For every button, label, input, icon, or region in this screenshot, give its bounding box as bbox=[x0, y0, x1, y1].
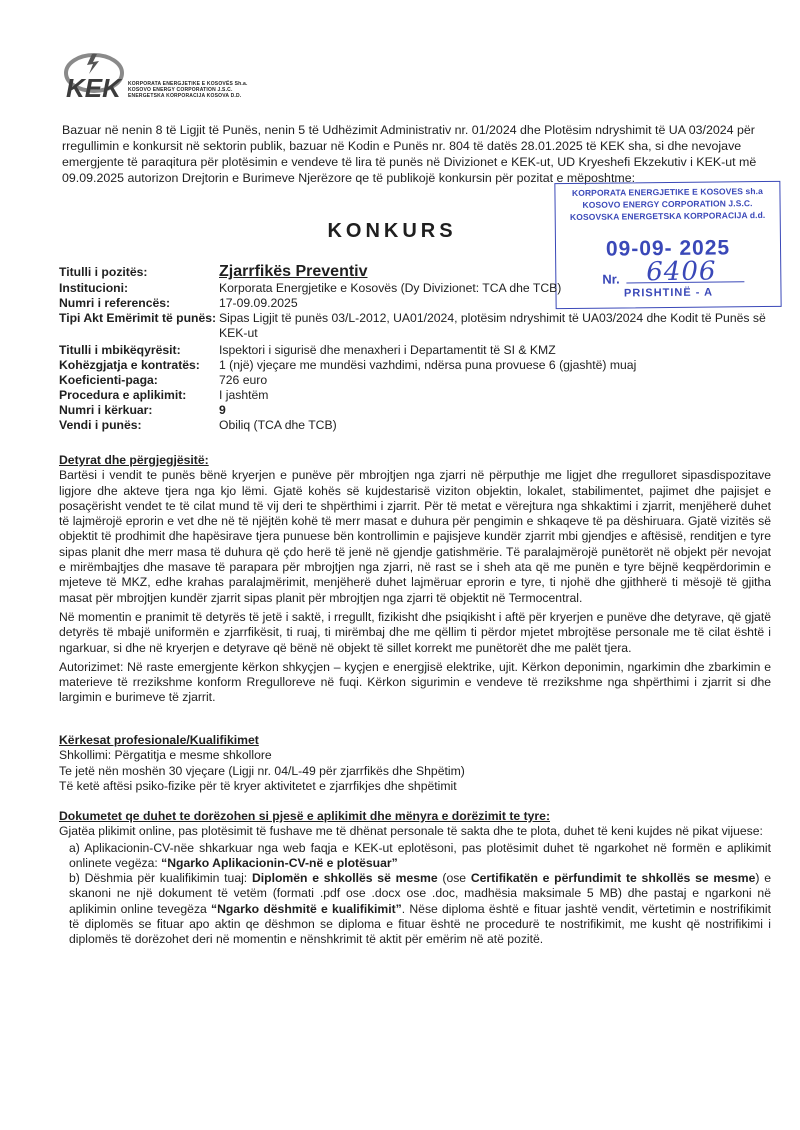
info-row-reference bbox=[59, 296, 779, 311]
document-item-a bbox=[59, 841, 771, 872]
document-item-text: . Nëse diploma është e fituar jashtë vendit, vërtetimin e nostrifikimit të diplomës se fituar apo aktin qe dëshmon se diploma e fituar është ne procedurë te nostrifikimit, me kusht që nostrifikimi i diplomës të dorëzohet deri në momentin e nënshkrimit të aktit për emërim në atë pozitë. bbox=[69, 901, 772, 947]
info-value: Obiliq (TCA dhe TCB) bbox=[219, 418, 337, 432]
info-label: Institucioni: bbox=[59, 281, 129, 295]
document-item-text: (ose bbox=[437, 871, 471, 886]
stamp-line: KOSOVO ENERGY CORPORATION J.S.C. bbox=[582, 198, 753, 210]
info-value: Korporata Energjetike e Kosovës (Dy Divizionet: TCA dhe TCB) bbox=[219, 281, 562, 295]
kek-logo-icon bbox=[62, 52, 128, 100]
document-item-bold: Diplomën e shkollës së mesme bbox=[251, 871, 438, 886]
document-item-text: a) Aplikacionin-CV-nëe shkarkuar nga web faqja e KEK-ut eplotësoni, pas plotësimit duhet të ngarkohet në formën e aplikimit onlinete vegëza: bbox=[69, 840, 771, 870]
logo-line: KOSOVO ENERGY CORPORATION J.S.C. bbox=[128, 87, 233, 93]
page-title: KONKURS bbox=[327, 220, 457, 242]
position-title: Zjarrfikës Preventiv bbox=[219, 263, 368, 280]
requirement-item: Te jetë nën moshën 30 vjeçare (Ligji nr. 04/L-49 për zjarrfikës dhe Shpëtim) bbox=[59, 763, 465, 778]
info-row-procedure bbox=[59, 388, 779, 403]
info-row-location bbox=[59, 418, 779, 433]
requirement-item: Të ketë aftësi psiko-fizike për të kryer aktivitetet e zjarrfikjes dhe shpëtimit bbox=[59, 778, 457, 793]
info-label: Procedura e aplikimit: bbox=[59, 388, 187, 402]
document-item-b bbox=[59, 871, 771, 947]
info-value: 1 (një) vjeçare me mundësi vazhdimi, ndërsa puna provuese 6 (gjashtë) muaj bbox=[219, 358, 637, 372]
info-value: 17-09.09.2025 bbox=[219, 296, 298, 310]
stamp-line: KORPORATA ENERGJETIKE E KOSOVES sh.a bbox=[571, 186, 763, 199]
info-value: Ispektori i sigurisë dhe menaxheri i Departamentit të SI & KMZ bbox=[219, 343, 556, 357]
info-label: Kohëzgjatja e kontratës: bbox=[59, 358, 200, 372]
logo-text: KEK bbox=[66, 73, 121, 100]
logo-line: KORPORATA ENERGJETIKE E KOSOVËS Sh.a. bbox=[128, 81, 248, 87]
documents-intro: Gjatëa plikimit online, pas plotësimit të fushave me të dhënat personale të sakta dhe te plota, duhet të keni kujdes në pikat vijuese: bbox=[59, 824, 763, 839]
stamp-line: KOSOVSKA ENERGETSKA KORPORACIJA d.d. bbox=[569, 209, 766, 223]
kek-logo bbox=[62, 52, 262, 102]
document-item-bold: “Ngarko Aplikacionin-CV-në e plotësuar” bbox=[161, 855, 398, 870]
duties-section bbox=[59, 453, 771, 710]
duties-paragraph: Bartësi i vendit te punës bënë kryerjen e punëve për mbrojtjen nga zjarri në përputhje me ligjet dhe rregulloret sipasdispozitave ligjore dhe akteve tjera nga kjo lëmi. Gjatë kohës së kujdestarisë viziton objektin, lokalet, stabilimentet, pajimet dhe pajisjet e posaçërisht vendet te të cilat mund të vij deri te shpërthimi i zjarrit. Për të metat e vërejtura nga shkaktimi i zjarrit, menjëherë duhet të lajmërojë eprorin e vet dhe në të njëjtën kohë të merr masat e duhura për pengimin e shkaqeve të pa dëshiruara. Gjatë vizitës së objektit të prodhimit dhe hapësirave tjera punuese bën kontrollimin e pajisjeve kundër zjarrit mbi gjendjes e aftësisë, renditjen e tyre sipas planit dhe merr masa të duhura që çdo herë të jenë në gjendje gatishmërie. Të paralajmërojë punëtorët në objekt për nevojat e mirëmbajtjes dhe masave të parapara për mbrojtjen nga zjarri, në rast se i sheh ata që me punën e tyre bëjnë keqpërdorimin e mjeteve të MKZ, edhe krahas paralajmërimit, menjëherë duhet lajmëruar eprorin e tyre, ti njohë dhe gjithherë ti mësojë të gjitha masat për mbrojtjen kundër zjarrit sipas planit për mbrojtjen nga zjarri të objektit në Termocentral. bbox=[59, 468, 771, 605]
logo-caption bbox=[128, 81, 248, 99]
info-row-duration bbox=[59, 358, 779, 373]
info-row-salary bbox=[59, 373, 779, 388]
document-item-text: b) Dëshmia për kualifikimin tuaj: bbox=[69, 871, 252, 886]
info-value: I jashtëm bbox=[219, 388, 269, 402]
stamp-nr-value: 6406 bbox=[646, 256, 717, 288]
info-row-institution bbox=[59, 281, 779, 296]
info-label: Koeficienti-paga: bbox=[59, 373, 158, 387]
info-label: Titulli i pozitës: bbox=[59, 265, 148, 279]
document-item-bold: “Ngarko dëshmitë e kualifikimit” bbox=[211, 901, 402, 916]
info-table bbox=[59, 262, 779, 433]
info-row-supervisor bbox=[59, 343, 779, 358]
authorizations-paragraph: Autorizimet: Në raste emergjente kërkon shkyçjen – kyçjen e energjisë elektrike, ujit. Kërkon deponimin, ngarkimin dhe zbarkimin e materieve të rrezikshme konform Rregulloreve në fuqi. Kërkon sigurimin e vendeve të rrezikshme nga shpërthimi i zjarrit si dhe largimin e burimeve të zjarrit. bbox=[59, 659, 771, 705]
info-label: Numri i referencës: bbox=[59, 296, 171, 310]
info-row-position bbox=[59, 262, 779, 281]
info-value: 9 bbox=[219, 403, 226, 417]
intro-paragraph: Bazuar në nenin 8 të Ligjit të Punës, nenin 5 të Udhëzimit Administrativ nr. 01/2024 dhe Plotësim ndryshimit të UA 03/2024 për rregullimin e konkursit në sektorin publik, bazuar në Kodin e Punës nr. 804 të datës 28.01.2025 të KEK sha, si dhe nevojave emergjente të paraqitura për plotësimin e vendeve të lira të punës në Divizionet e KEK-ut, UD Kryeshefi Ekzekutiv i KEK-ut më 09.09.2025 autorizon Drejtorin e Burimeve Njerëzore qe të publikojë konkursin për pozitat e mëposhtme: bbox=[62, 123, 757, 185]
info-label: Vendi i punës: bbox=[59, 418, 142, 432]
logo-line: ENERGETSKA KORPORACIJA KOSOVA D.D. bbox=[128, 93, 242, 99]
stamp-date: 09-09- 2025 bbox=[605, 236, 731, 261]
info-label: Titulli i mbikëqyrësit: bbox=[59, 343, 181, 357]
section-heading: Detyrat dhe përgjegjësitë: bbox=[59, 453, 209, 467]
document-item-text: ) e skanoni ne një dokument të vetëm (formati .pdf ose .docx ose .doc, madhësia maksimale 5 MB) dhe pastaj e ngarkoni në aplikimin online tevegëza bbox=[69, 871, 771, 916]
requirements-section bbox=[59, 733, 771, 794]
documents-section bbox=[59, 809, 771, 948]
stamp-city: PRISHTINË - A bbox=[623, 286, 714, 300]
info-row-act bbox=[59, 311, 779, 341]
info-value: 726 euro bbox=[219, 373, 268, 387]
info-value: Sipas Ligjit të punës 03/L-2012, UA01/2024, plotësim ndryshimit të UA03/2024 dhe Kodit të Punës së KEK-ut bbox=[219, 311, 766, 340]
info-label: Numri i kërkuar: bbox=[59, 403, 153, 417]
requirement-item: Shkollimi: Përgatitja e mesme shkollore bbox=[59, 748, 272, 763]
info-label: Tipi Akt Emërimit të punës: bbox=[59, 311, 217, 325]
stamp-nr-label: Nr. bbox=[602, 271, 620, 287]
section-heading: Dokumetet qe duhet te dorëzohen si pjesë e aplikimit dhe mënyra e dorëzimit te tyre: bbox=[59, 809, 551, 823]
info-row-count bbox=[59, 403, 779, 418]
document-item-bold: Certifikatën e përfundimit te shkollës se mesme bbox=[470, 871, 756, 886]
section-heading: Kërkesat profesionale/Kualifikimet bbox=[59, 733, 259, 747]
duties-paragraph: Në momentin e pranimit të detyrës të jetë i saktë, i rregullt, fizikisht dhe psiqikisht i aftë për kryerjen e punëve dhe detyrave, që gjatë detyrës të mbajë uniformën e zjarrfikësit, ti ruaj, ti mirëmbaj dhe me qëllim ti përdor mjetet mbrojtëse personale me të cilat është i ngarkuar, si dhe në kryerjen e detyrave që bënë në objekt të sillet korrekt me punëtorët dhe me palët tjera. bbox=[59, 609, 771, 655]
